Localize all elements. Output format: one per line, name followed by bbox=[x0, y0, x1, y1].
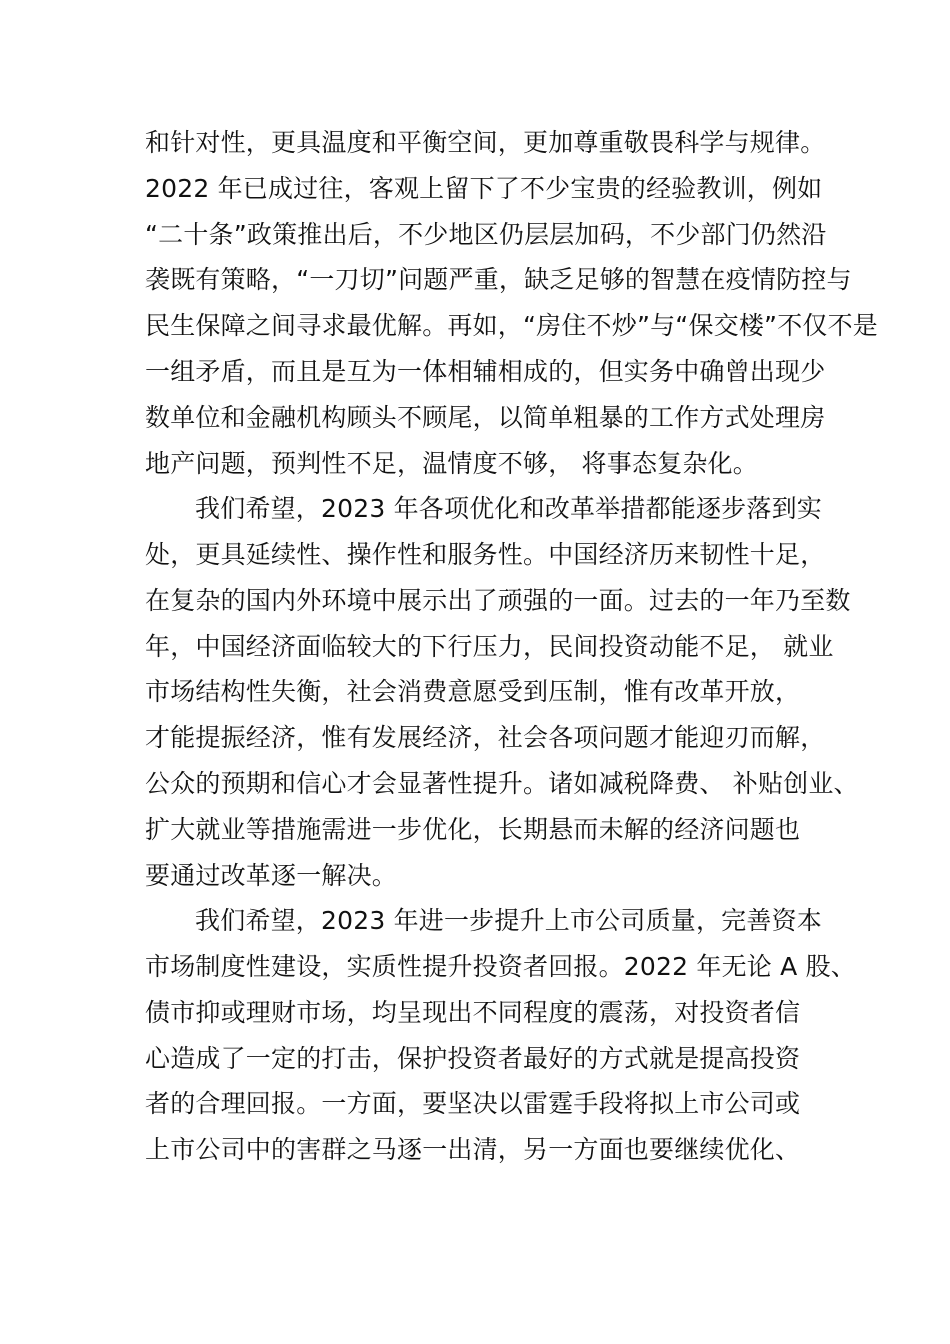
text-line: 处，更具延续性、操作性和服务性。中国经济历来韧性十足， bbox=[145, 540, 826, 569]
text-line: 债市抑或理财市场，均呈现出不同程度的震荡，对投资者信 bbox=[145, 998, 801, 1027]
text-line: 上市公司中的害群之马逐一出清，另一方面也要继续优化、 bbox=[145, 1135, 801, 1164]
paragraph-first-line: 我们希望，2023 年进一步提升上市公司质量，完善资本 bbox=[195, 906, 822, 935]
text-line: 心造成了一定的打击，保护投资者最好的方式就是提高投资 bbox=[145, 1044, 801, 1073]
text-line: 在复杂的国内外环境中展示出了顽强的一面。过去的一年乃至数 bbox=[145, 586, 851, 615]
text-line: 数单位和金融机构顾头不顾尾，以简单粗暴的工作方式处理房 bbox=[145, 403, 826, 432]
paragraph-first-line: 我们希望，2023 年各项优化和改革举措都能逐步落到实 bbox=[195, 494, 822, 523]
text-line: “二十条”政策推出后，不少地区仍层层加码，不少部门仍然沿 bbox=[145, 220, 827, 249]
text-line: 和针对性，更具温度和平衡空间，更加尊重敬畏科学与规律。 bbox=[145, 128, 826, 157]
text-line: 要通过改革逐一解决。 bbox=[145, 861, 398, 890]
text-line: 市场制度性建设，实质性提升投资者回报。2022 年无论 A 股、 bbox=[145, 952, 856, 981]
text-line: 民生保障之间寻求最优解。再如，“房住不炒”与“保交楼”不仅不是 bbox=[145, 311, 879, 340]
text-line: 才能提振经济，惟有发展经济，社会各项问题才能迎刃而解， bbox=[145, 723, 826, 752]
text-line: 市场结构性失衡，社会消费意愿受到压制，惟有改革开放， bbox=[145, 677, 801, 706]
text-line: 2022 年已成过往，客观上留下了不少宝贵的经验教训，例如 bbox=[145, 174, 823, 203]
text-line: 扩大就业等措施需进一步优化，长期悬而未解的经济问题也 bbox=[145, 815, 801, 844]
text-line: 公众的预期和信心才会显著性提升。诸如减税降费、 补贴创业、 bbox=[145, 769, 859, 798]
text-line: 袭既有策略，“一刀切”问题严重，缺乏足够的智慧在疫情防控与 bbox=[145, 265, 852, 294]
text-line: 地产问题，预判性不足，温情度不够， 将事态复杂化。 bbox=[145, 449, 758, 478]
text-line: 年，中国经济面临较大的下行压力，民间投资动能不足， 就业 bbox=[145, 632, 834, 661]
text-line: 者的合理回报。一方面，要坚决以雷霆手段将拟上市公司或 bbox=[145, 1089, 801, 1118]
text-line: 一组矛盾，而且是互为一体相辅相成的，但实务中确曾出现少 bbox=[145, 357, 826, 386]
